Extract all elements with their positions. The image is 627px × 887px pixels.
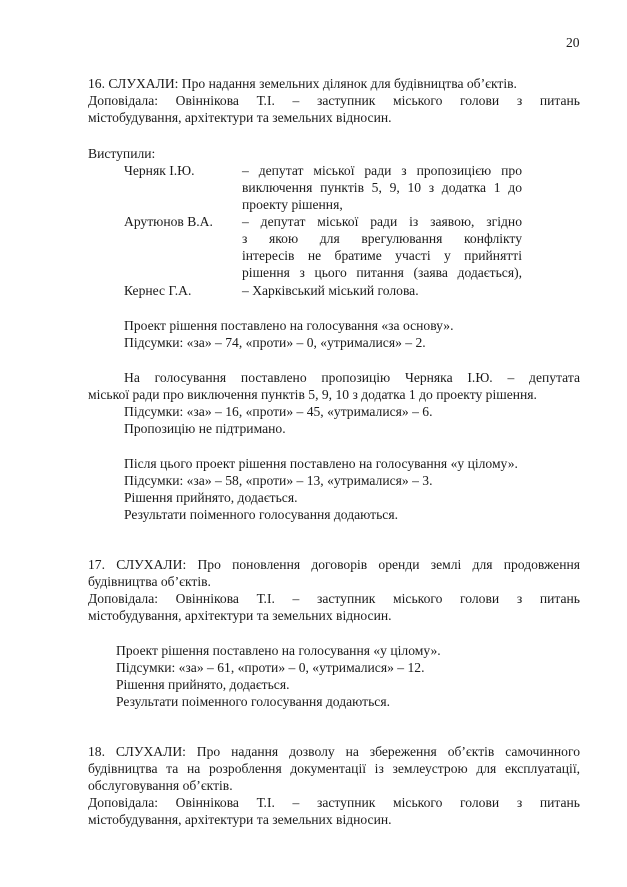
item-16-reporter-line-2: містобудування, архітектури та земельних відносин. (88, 110, 392, 125)
speakers-label: Виступили: (88, 146, 156, 161)
proposal-text: На голосування поставлено пропозицію Черняка І.Ю. – депутата (124, 370, 580, 385)
speaker-role-line: – депутат міської ради з пропозицією про (242, 163, 522, 178)
item-18-heading: обслуговування об’єктів. (88, 778, 233, 793)
vote-text: Пропозицію не підтримано. (124, 421, 286, 436)
speaker-name: Черняк І.Ю. (124, 163, 195, 178)
item-16-reporter-line-1: Доповідала: Овіннікова Т.І. – заступник міського голови з питань (88, 93, 580, 108)
page-number: 20 (566, 35, 580, 50)
speaker-role-line: виключення пунктів 5, 9, 10 з додатка 1 до (242, 180, 522, 195)
vote-result: Підсумки: «за» – 16, «проти» – 45, «утрималися» – 6. (124, 404, 433, 419)
item-16-heading: 16. СЛУХАЛИ: Про надання земельних ділянок для будівництва об’єктів. (88, 76, 517, 91)
item-18-reporter-line-2: містобудування, архітектури та земельних відносин. (88, 812, 392, 827)
decision-text: Рішення прийнято, додається. (124, 490, 298, 505)
item-17-reporter-line-2: містобудування, архітектури та земельних відносин. (88, 608, 392, 623)
results-note: Результати поіменного голосування додаються. (116, 694, 390, 709)
speaker-role-line: інтересів не братиме участі у прийнятті (242, 248, 522, 263)
item-18-heading: 18. СЛУХАЛИ: Про надання дозволу на збереження об’єктів самочинного (88, 744, 580, 759)
speaker-role-line: – Харківський міський голова. (242, 283, 419, 298)
decision-text: Рішення прийнято, додається. (116, 677, 290, 692)
vote-result: Підсумки: «за» – 74, «проти» – 0, «утрималися» – 2. (124, 335, 426, 350)
item-18-reporter-line-1: Доповідала: Овіннікова Т.І. – заступник міського голови з питань (88, 795, 580, 810)
item-18-heading: будівництва та на розроблення документації із землеустрою для експлуатації, (88, 761, 580, 776)
vote-result: Підсумки: «за» – 61, «проти» – 0, «утрималися» – 12. (116, 660, 425, 675)
speaker-role-line: проекту рішення, (242, 197, 343, 212)
speaker-name: Кернес Г.А. (124, 283, 192, 298)
item-17-heading: будівництва об’єктів. (88, 574, 211, 589)
proposal-text: міської ради про виключення пунктів 5, 9, 10 з додатка 1 до проекту рішення. (88, 387, 537, 402)
speaker-role-line: – депутат міської ради із заявою, згідно (242, 214, 522, 229)
vote-result: Підсумки: «за» – 58, «проти» – 13, «утрималися» – 3. (124, 473, 433, 488)
speaker-name: Арутюнов В.А. (124, 214, 213, 229)
vote-text: Проект рішення поставлено на голосування «за основу». (124, 318, 454, 333)
results-note: Результати поіменного голосування додаються. (124, 507, 398, 522)
vote-text: Після цього проект рішення поставлено на голосування «у цілому». (124, 456, 518, 471)
vote-text: Проект рішення поставлено на голосування «у цілому». (116, 643, 441, 658)
item-17-heading: 17. СЛУХАЛИ: Про поновлення договорів оренди землі для продовження (88, 557, 580, 572)
speaker-role-line: з якою для врегулювання конфлікту (242, 231, 522, 246)
speaker-role-line: рішення з цього питання (заява додається), (242, 265, 522, 280)
item-17-reporter-line-1: Доповідала: Овіннікова Т.І. – заступник міського голови з питань (88, 591, 580, 606)
